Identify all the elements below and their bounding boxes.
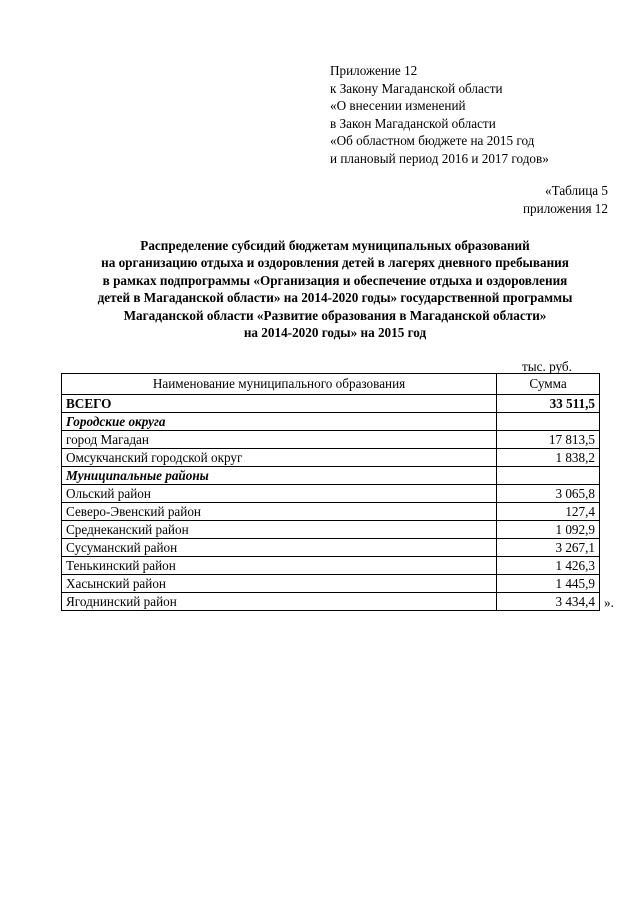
row-sum bbox=[497, 467, 600, 485]
row-name: ВСЕГО bbox=[62, 395, 497, 413]
row-sum: 1 445,9 bbox=[497, 575, 600, 593]
table-row bbox=[62, 593, 600, 611]
title-line: детей в Магаданской области» на 2014-2020 годы» государственной программы bbox=[97, 290, 573, 306]
row-sum: 3 267,1 bbox=[497, 539, 600, 557]
table-row-total bbox=[62, 395, 600, 413]
column-header-name: Наименование муниципального образования bbox=[62, 374, 497, 395]
table-row bbox=[62, 503, 600, 521]
title-line: Распределение субсидий бюджетам муниципальных образований bbox=[140, 238, 530, 253]
table-row bbox=[62, 431, 600, 449]
document-title bbox=[60, 237, 610, 341]
table-row bbox=[62, 539, 600, 557]
table-row bbox=[62, 449, 600, 467]
appendix-header-line: «О внесении изменений bbox=[330, 98, 466, 114]
group-name: Муниципальные районы bbox=[62, 467, 497, 485]
row-name: Северо-Эвенский район bbox=[62, 503, 497, 521]
title-line: на 2014-2020 годы» на 2015 год bbox=[243, 325, 427, 341]
row-name: Ягоднинский район bbox=[62, 593, 497, 611]
appendix-header-line: в Закон Магаданской области bbox=[330, 115, 496, 131]
title-line: в рамках подпрограммы «Организация и обеспечение отдыха и оздоровления bbox=[102, 272, 568, 288]
appendix-header-line: и плановый период 2016 и 2017 годов» bbox=[330, 150, 549, 166]
table-row-group bbox=[62, 467, 600, 485]
row-sum bbox=[497, 413, 600, 431]
appendix-header-line: Приложение 12 bbox=[330, 63, 418, 78]
row-sum: 1 426,3 bbox=[497, 557, 600, 575]
units-label: тыс. руб. bbox=[522, 359, 572, 374]
appendix-header-line: «Об областном бюджете на 2015 год bbox=[330, 133, 535, 149]
row-name: город Магадан bbox=[62, 431, 497, 449]
row-sum: 1 092,9 bbox=[497, 521, 600, 539]
row-sum: 1 838,2 bbox=[497, 449, 600, 467]
row-sum: 17 813,5 bbox=[497, 431, 600, 449]
table-row bbox=[62, 557, 600, 575]
table-row bbox=[62, 485, 600, 503]
table-row-group bbox=[62, 413, 600, 431]
row-sum: 33 511,5 bbox=[497, 395, 600, 413]
row-sum: 3 434,4 bbox=[497, 593, 600, 611]
table-reference bbox=[523, 182, 608, 217]
row-sum: 3 065,8 bbox=[497, 485, 600, 503]
row-name: Хасынский район bbox=[62, 575, 497, 593]
subsidy-table bbox=[61, 373, 600, 611]
appendix-header bbox=[330, 62, 549, 168]
row-sum: 127,4 bbox=[497, 503, 600, 521]
row-name: Ольский район bbox=[62, 485, 497, 503]
group-name: Городские округа bbox=[62, 413, 497, 431]
column-header-sum: Сумма bbox=[497, 374, 600, 395]
appendix-header-line: к Закону Магаданской области bbox=[330, 80, 503, 96]
row-name: Тенькинский район bbox=[62, 557, 497, 575]
row-name: Сусуманский район bbox=[62, 539, 497, 557]
title-line: на организацию отдыха и оздоровления детей в лагерях дневного пребывания bbox=[101, 255, 569, 271]
table-header-row bbox=[62, 374, 600, 395]
table-reference-line: приложения 12 bbox=[522, 200, 608, 216]
closing-quote: ». bbox=[604, 595, 614, 610]
row-name: Омсукчанский городской округ bbox=[62, 449, 497, 467]
table-reference-line: «Таблица 5 bbox=[545, 183, 608, 198]
title-line: Магаданской области «Развитие образования в Магаданской области» bbox=[123, 307, 547, 323]
table-row bbox=[62, 575, 600, 593]
table-row bbox=[62, 521, 600, 539]
row-name: Среднеканский район bbox=[62, 521, 497, 539]
